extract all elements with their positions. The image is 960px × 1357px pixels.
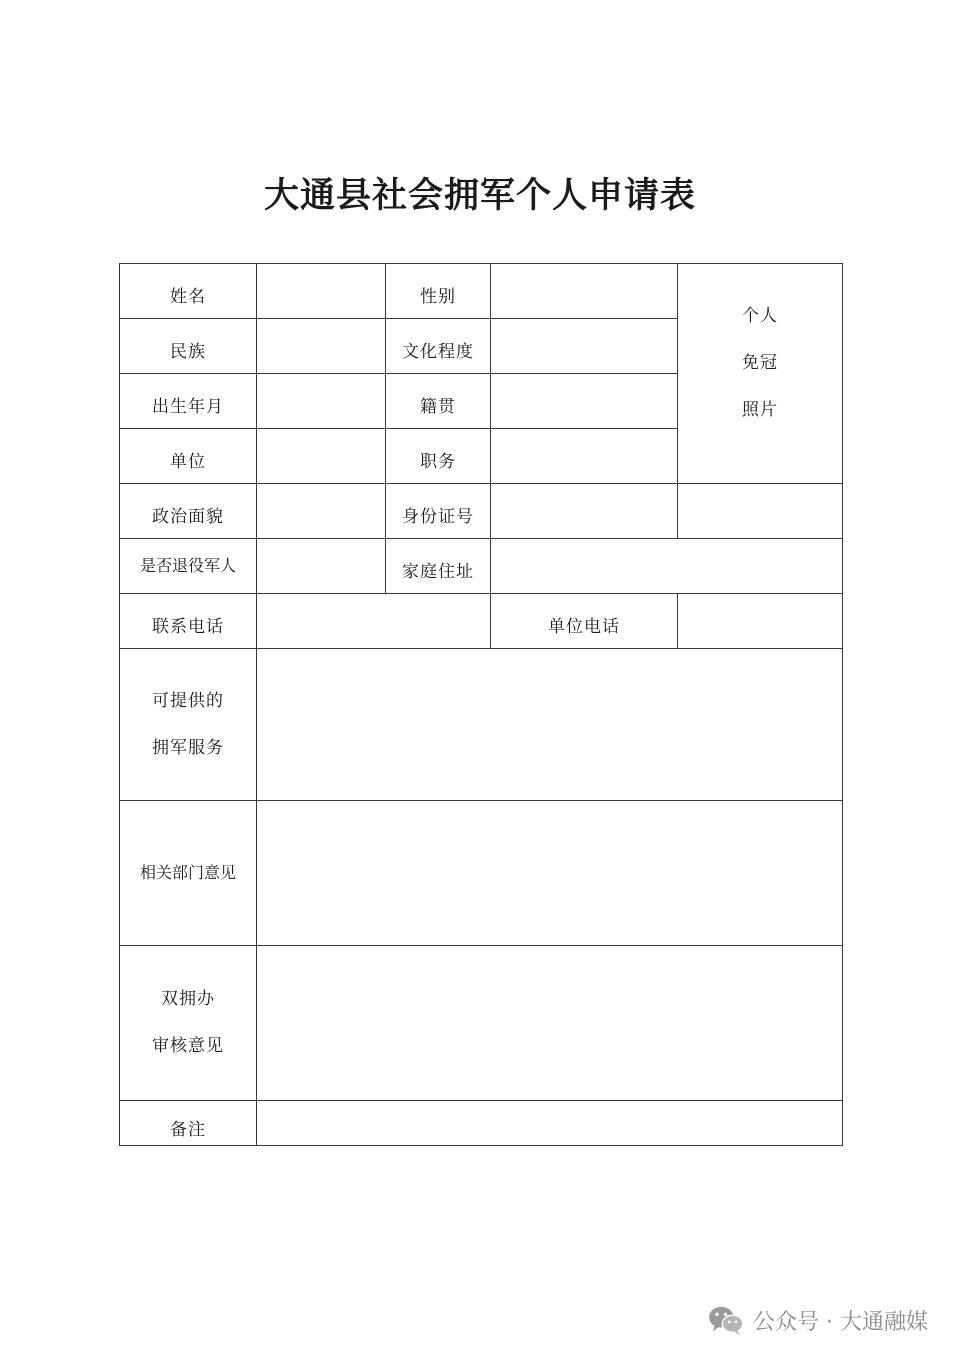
field-political-status[interactable] <box>257 484 386 539</box>
field-id-number-extra[interactable] <box>678 484 843 539</box>
application-form-table <box>119 263 843 1146</box>
field-remarks[interactable] <box>257 1101 843 1146</box>
field-unit[interactable] <box>257 429 386 484</box>
watermark-text: 公众号 · 大通融媒 <box>753 1309 928 1335</box>
form-title: 大通县社会拥军个人申请表 <box>263 175 696 216</box>
field-unit-phone[interactable] <box>678 594 843 649</box>
office-review-line2: 审核意见 <box>152 1036 224 1056</box>
field-dept-opinion[interactable] <box>257 801 843 946</box>
watermark <box>707 1300 928 1340</box>
field-services[interactable] <box>257 649 843 801</box>
field-education[interactable] <box>491 319 678 374</box>
services-label-line2: 拥军服务 <box>152 737 224 758</box>
field-office-review[interactable] <box>257 946 843 1101</box>
label-ethnicity: 民族 <box>120 319 257 374</box>
photo-label-line1: 个人 <box>742 306 778 326</box>
field-id-number[interactable] <box>491 484 678 539</box>
wechat-icon <box>707 1304 745 1336</box>
field-native-place[interactable] <box>491 374 678 429</box>
field-birth[interactable] <box>257 374 386 429</box>
field-phone[interactable] <box>257 594 491 649</box>
label-dept-opinion: 相关部门意见 <box>120 801 257 946</box>
label-office-review <box>120 946 257 1101</box>
field-name[interactable] <box>257 264 386 319</box>
field-home-address[interactable] <box>491 539 843 594</box>
label-services <box>120 649 257 801</box>
label-birth: 出生年月 <box>120 374 257 429</box>
label-home-address: 家庭住址 <box>386 539 491 594</box>
label-education: 文化程度 <box>386 319 491 374</box>
label-id-number: 身份证号 <box>386 484 491 539</box>
label-political-status: 政治面貌 <box>120 484 257 539</box>
label-unit-phone: 单位电话 <box>491 594 678 649</box>
label-remarks: 备注 <box>120 1101 257 1146</box>
label-phone: 联系电话 <box>120 594 257 649</box>
label-unit: 单位 <box>120 429 257 484</box>
photo-box <box>678 264 843 484</box>
photo-label-line3: 照片 <box>742 400 778 420</box>
label-position: 职务 <box>386 429 491 484</box>
field-is-veteran[interactable] <box>257 539 386 594</box>
label-gender: 性别 <box>386 264 491 319</box>
field-ethnicity[interactable] <box>257 319 386 374</box>
label-native-place: 籍贯 <box>386 374 491 429</box>
photo-label-line2: 免冠 <box>742 353 778 373</box>
services-label-line1: 可提供的 <box>152 690 224 711</box>
label-name: 姓名 <box>120 264 257 319</box>
label-is-veteran: 是否退役军人 <box>120 539 257 594</box>
office-review-line1: 双拥办 <box>161 989 215 1009</box>
field-gender[interactable] <box>491 264 678 319</box>
field-position[interactable] <box>491 429 678 484</box>
